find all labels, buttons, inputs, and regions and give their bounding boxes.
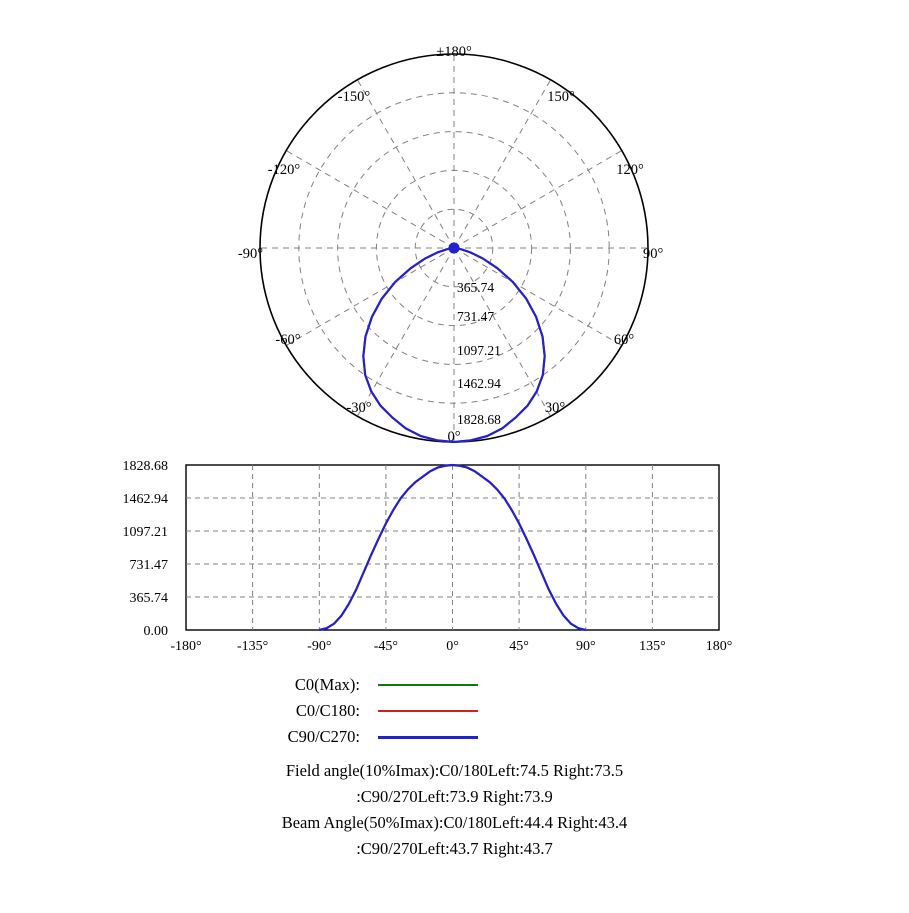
polar-label-minus120: -120° xyxy=(267,162,301,178)
cartesian-xlabel-1: -135° xyxy=(236,639,269,654)
field-angle-c0-line: Field angle(10%Imax):C0/180Left:74.5 Right:73.5 xyxy=(285,761,624,780)
legend-swatch-c0c180 xyxy=(378,710,478,712)
cartesian-ylabel-3: 1097.21 xyxy=(122,525,168,540)
polar-center-marker xyxy=(449,243,459,253)
legend-label-c0c180: C0/C180: xyxy=(295,701,360,720)
cartesian-xlabel-6: 90° xyxy=(575,639,596,654)
polar-radial-label-1: 365.74 xyxy=(457,280,495,295)
polar-radial-label-3: 1097.21 xyxy=(457,343,501,358)
cartesian-ylabel-0: 0.00 xyxy=(143,624,168,639)
polar-label-minus60: -60° xyxy=(275,332,301,348)
legend-item-c0max xyxy=(0,672,909,698)
legend-swatch-c0max xyxy=(378,684,478,686)
beam-angle-c0-line: Beam Angle(50%Imax):C0/180Left:44.4 Right:43.4 xyxy=(281,813,628,832)
legend-label-c0max: C0(Max): xyxy=(294,675,360,694)
polar-label-180: ±180° xyxy=(436,44,472,60)
cartesian-xlabel-4: 0° xyxy=(446,639,459,654)
polar-radial-label-2: 731.47 xyxy=(457,309,495,324)
polar-chart xyxy=(0,0,909,450)
polar-label-minus30: -30° xyxy=(346,400,372,416)
polar-label-minus90: -90° xyxy=(237,246,263,262)
polar-label-60: 60° xyxy=(613,332,635,348)
cartesian-xlabel-2: -90° xyxy=(307,639,332,654)
polar-label-minus150: -150° xyxy=(337,89,371,105)
polar-label-30: 30° xyxy=(544,400,566,416)
polar-label-150: 150° xyxy=(547,89,575,105)
legend-swatch-c90c270 xyxy=(378,736,478,739)
legend-item-c0c180 xyxy=(0,698,909,724)
cartesian-grid-vertical xyxy=(253,465,653,630)
cartesian-xlabel-3: -45° xyxy=(373,639,399,654)
field-angle-c90-line: :C90/270Left:73.9 Right:73.9 xyxy=(356,787,553,806)
legend-label-c90c270: C90/C270: xyxy=(287,727,360,746)
polar-chart-svg xyxy=(0,0,909,450)
polar-radial-label-4: 1462.94 xyxy=(457,376,501,391)
cartesian-ylabel-2: 731.47 xyxy=(129,558,168,573)
beam-angle-c90-line: :C90/270Left:43.7 Right:43.7 xyxy=(356,839,553,858)
cartesian-chart xyxy=(0,445,909,675)
cartesian-ylabel-4: 1462.94 xyxy=(122,492,168,507)
angle-summary xyxy=(0,758,909,862)
cartesian-xlabel-8: 180° xyxy=(705,639,733,654)
polar-label-90: 90° xyxy=(643,246,664,262)
polar-radial-label-5: 1828.68 xyxy=(457,412,501,427)
cartesian-ylabel-5: 1828.68 xyxy=(122,459,168,474)
cartesian-chart-svg xyxy=(0,445,909,675)
cartesian-xlabel-0: -180° xyxy=(170,639,202,654)
polar-label-120: 120° xyxy=(616,162,644,178)
cartesian-ylabel-1: 365.74 xyxy=(129,591,168,606)
polar-label-0: 0° xyxy=(447,429,461,445)
cartesian-xlabel-5: 45° xyxy=(509,639,529,654)
legend-item-c90c270 xyxy=(0,724,909,750)
cartesian-xlabel-7: 135° xyxy=(639,639,666,654)
